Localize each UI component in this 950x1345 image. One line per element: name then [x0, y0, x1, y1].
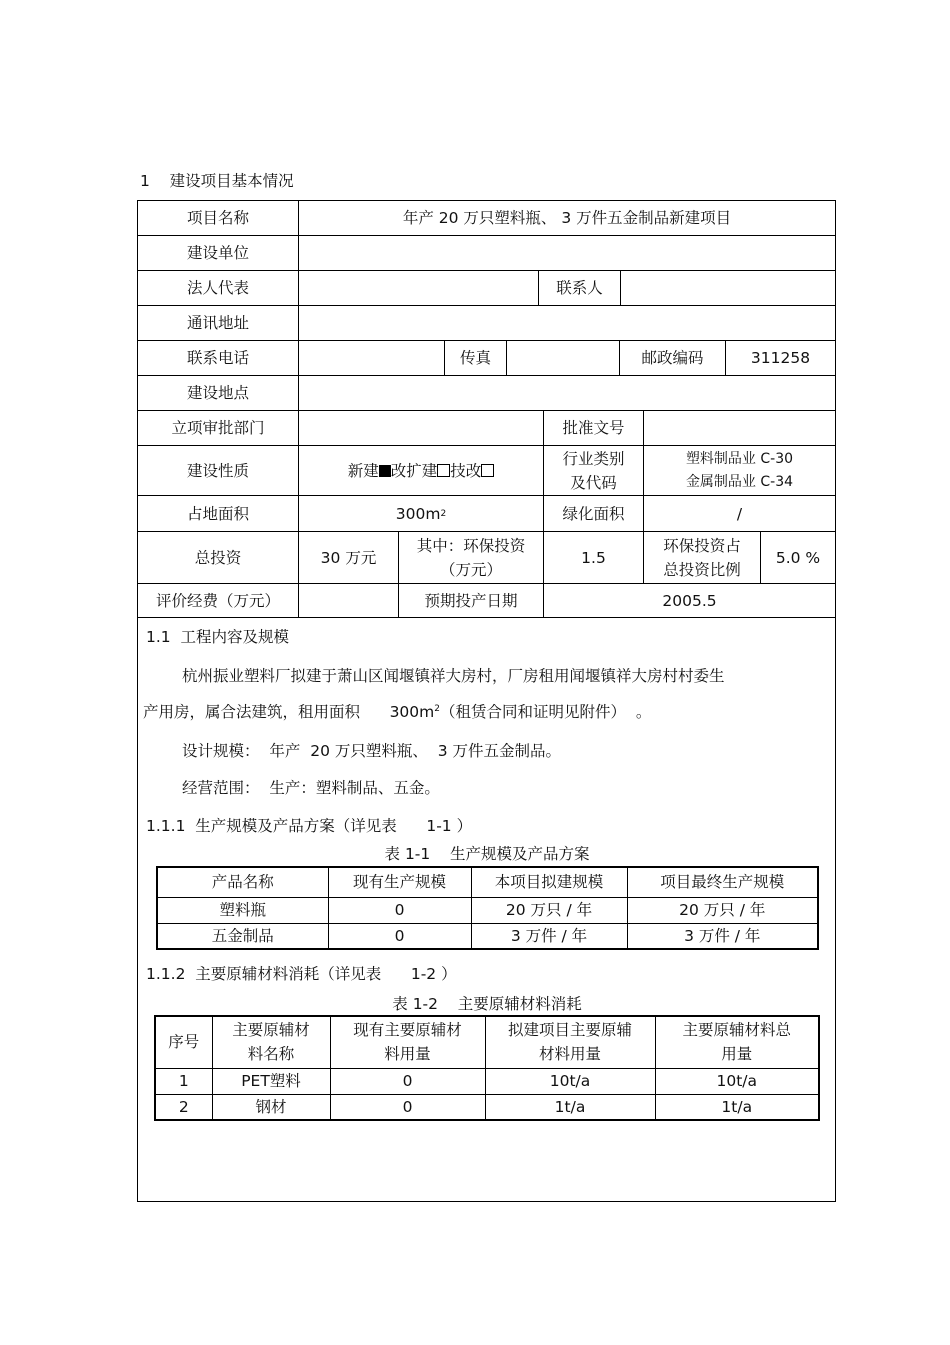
green-value: / [736, 504, 743, 523]
industry-2-name: 金属制品业 [685, 473, 756, 490]
subsection-1-1: 1.1 工程内容及规模 [146, 628, 290, 646]
table1-cell: 3 万件 / 年 [471, 923, 627, 949]
table2-header: 拟建项目主要原辅 材料用量 [485, 1016, 655, 1068]
nature-opt-new: 新建 [347, 461, 379, 480]
table1-cell: 0 [328, 923, 471, 949]
nature-options [299, 446, 543, 495]
table2-cell: 2 [155, 1094, 212, 1120]
paragraph-4: 经营范围： 生产：塑料制品、五金。 [182, 779, 440, 797]
paragraph-2-b: （租赁合同和证明见附件） 。 [439, 703, 652, 721]
section-heading [140, 169, 294, 191]
table2-header: 主要原辅材料总 用量 [655, 1016, 819, 1068]
section-number: 1 [140, 172, 150, 190]
table-row [157, 897, 818, 923]
industry-2-code: C-34 [760, 473, 794, 490]
green-label: 绿化面积 [562, 504, 625, 523]
table1-header: 项目最终生产规模 [627, 867, 818, 897]
section-title: 建设项目基本情况 [169, 172, 294, 190]
table1-header: 现有生产规模 [328, 867, 471, 897]
contact-label: 联系人 [556, 279, 603, 297]
invest-label: 总投资 [194, 548, 242, 567]
table1-cell: 五金制品 [157, 923, 328, 949]
table-row [157, 923, 818, 949]
approval-dept-label: 立项审批部门 [171, 419, 265, 437]
prod-date-label: 预期投产日期 [424, 591, 518, 610]
table2-header: 现有主要原辅材 料用量 [330, 1016, 485, 1068]
table1-cell: 20 万只 / 年 [471, 897, 627, 923]
table1 [156, 866, 819, 950]
unchecked-box-icon[interactable] [437, 464, 450, 477]
area-label: 占地面积 [186, 504, 249, 523]
postcode-value: 311258 [750, 349, 811, 367]
paragraph-2-a: 产用房，属合法建筑，租用面积 300m [143, 703, 435, 721]
table2-cell: 0 [330, 1068, 485, 1094]
location-label: 建设地点 [186, 384, 249, 402]
env-ratio-label: 环保投资占 总投资比例 [663, 536, 741, 579]
postcode-label: 邮政编码 [641, 349, 704, 367]
table1-cell: 20 万只 / 年 [627, 897, 818, 923]
table2-cell: 1t/a [655, 1094, 819, 1120]
table1-cell: 塑料瓶 [157, 897, 328, 923]
industry-codes [644, 446, 835, 495]
table2-header: 主要原辅材 料名称 [212, 1016, 330, 1068]
table2-cell: 钢材 [212, 1094, 330, 1120]
table-row [155, 1094, 819, 1120]
table1-caption: 表 1-1 生产规模及产品方案 [384, 845, 590, 863]
table1-header: 本项目拟建规模 [471, 867, 627, 897]
nature-opt-tech: 技改 [450, 461, 482, 480]
paragraph-2 [143, 700, 651, 722]
industry-1-name: 塑料制品业 [685, 450, 756, 467]
table2-cell: PET塑料 [212, 1068, 330, 1094]
env-invest-value: 1.5 [581, 548, 606, 567]
table2-caption: 表 1-2 主要原辅材料消耗 [392, 995, 582, 1013]
table1-header: 产品名称 [157, 867, 328, 897]
table2-cell: 10t/a [655, 1068, 819, 1094]
env-ratio-value: 5.0 % [775, 548, 821, 567]
nature-opt-expand: 改扩建 [390, 461, 438, 480]
project-name-label: 项目名称 [186, 209, 249, 227]
paragraph-2-sup: 2 [434, 703, 440, 714]
phone-label: 联系电话 [186, 349, 249, 367]
table1-cell: 3 万件 / 年 [627, 923, 818, 949]
project-name-value: 年产 20 万只塑料瓶、 3 万件五金制品新建项目 [402, 209, 732, 227]
subsection-1-1-1: 1.1.1 生产规模及产品方案（详见表 1-1 ） [146, 817, 473, 835]
eval-fee-label: 评价经费（万元） [155, 591, 280, 610]
area-sup: 2 [440, 508, 447, 519]
env-invest-label: 其中：环保投资 （万元） [416, 536, 526, 579]
fax-label: 传真 [459, 349, 491, 367]
legal-rep-label: 法人代表 [186, 279, 249, 297]
industry-1-code: C-30 [760, 450, 794, 467]
unchecked-box-icon[interactable] [481, 464, 494, 477]
prod-date-value: 2005.5 [662, 591, 717, 610]
table2-cell: 1t/a [485, 1094, 655, 1120]
table2-cell: 10t/a [485, 1068, 655, 1094]
approval-no-label: 批准文号 [562, 419, 625, 437]
unit-label: 建设单位 [186, 244, 249, 262]
table2-header: 序号 [155, 1016, 212, 1068]
paragraph-1: 杭州振业塑料厂拟建于萧山区闻堰镇祥大房村，厂房租用闻堰镇祥大房村村委生 [182, 667, 725, 685]
invest-value: 30 万元 [320, 548, 377, 567]
paragraph-3: 设计规模： 年产 20 万只塑料瓶、 3 万件五金制品。 [182, 742, 562, 760]
address-label: 通讯地址 [186, 314, 249, 332]
table2-cell: 1 [155, 1068, 212, 1094]
table-row [155, 1068, 819, 1094]
table2-cell: 0 [330, 1094, 485, 1120]
area-value [299, 496, 543, 531]
area-number: 300m [395, 504, 441, 523]
checked-box-icon[interactable] [379, 465, 391, 477]
table1-cell: 0 [328, 897, 471, 923]
table2 [154, 1015, 820, 1121]
nature-label: 建设性质 [186, 461, 249, 480]
industry-label: 行业类别 及代码 [562, 449, 625, 492]
subsection-1-1-2: 1.1.2 主要原辅材料消耗（详见表 1-2 ） [146, 965, 457, 983]
